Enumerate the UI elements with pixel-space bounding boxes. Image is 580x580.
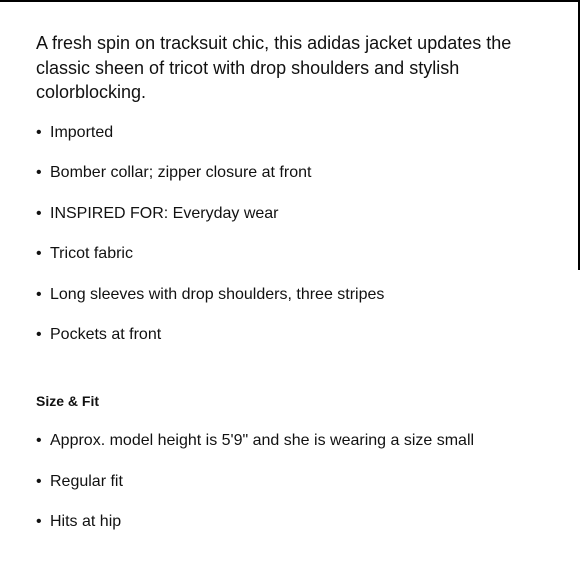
list-item <box>36 162 556 184</box>
list-item <box>36 511 556 533</box>
bullet-icon: • <box>36 245 42 262</box>
list-item <box>36 324 556 346</box>
bullet-icon: • <box>36 432 42 449</box>
bullet-icon: • <box>36 164 42 181</box>
bullet-icon: • <box>36 285 42 303</box>
list-item <box>36 471 556 493</box>
bullet-icon: • <box>36 326 42 343</box>
feature-text: INSPIRED FOR: Everyday wear <box>50 204 279 222</box>
bullet-icon: • <box>36 204 42 222</box>
list-item <box>36 284 556 306</box>
bullet-icon: • <box>36 513 42 530</box>
feature-text: Long sleeves with drop shoulders, three stripes <box>50 285 385 303</box>
product-description <box>36 31 556 533</box>
size-fit-list <box>36 430 556 533</box>
fit-text: Hits at hip <box>50 513 122 530</box>
bullet-icon: • <box>36 123 42 141</box>
bullet-icon: • <box>36 472 42 490</box>
feature-text: Imported <box>50 123 114 141</box>
fit-text: Approx. model height is 5'9" and she is wearing a size small <box>50 432 475 449</box>
fit-text: Regular fit <box>50 472 123 490</box>
list-item <box>36 430 556 452</box>
feature-text: Tricot fabric <box>50 245 133 262</box>
feature-text: Pockets at front <box>50 326 162 343</box>
list-item <box>36 122 556 144</box>
feature-text: Bomber collar; zipper closure at front <box>50 164 312 181</box>
size-fit-heading: Size & Fit <box>36 393 100 409</box>
list-item <box>36 203 556 225</box>
frame-top-border <box>0 0 580 2</box>
feature-list <box>36 122 556 347</box>
list-item <box>36 243 556 265</box>
description-intro: A fresh spin on tracksuit chic, this adidas jacket updates the classic sheen of tricot with drop shoulders and stylish colorblocking. <box>36 33 512 102</box>
